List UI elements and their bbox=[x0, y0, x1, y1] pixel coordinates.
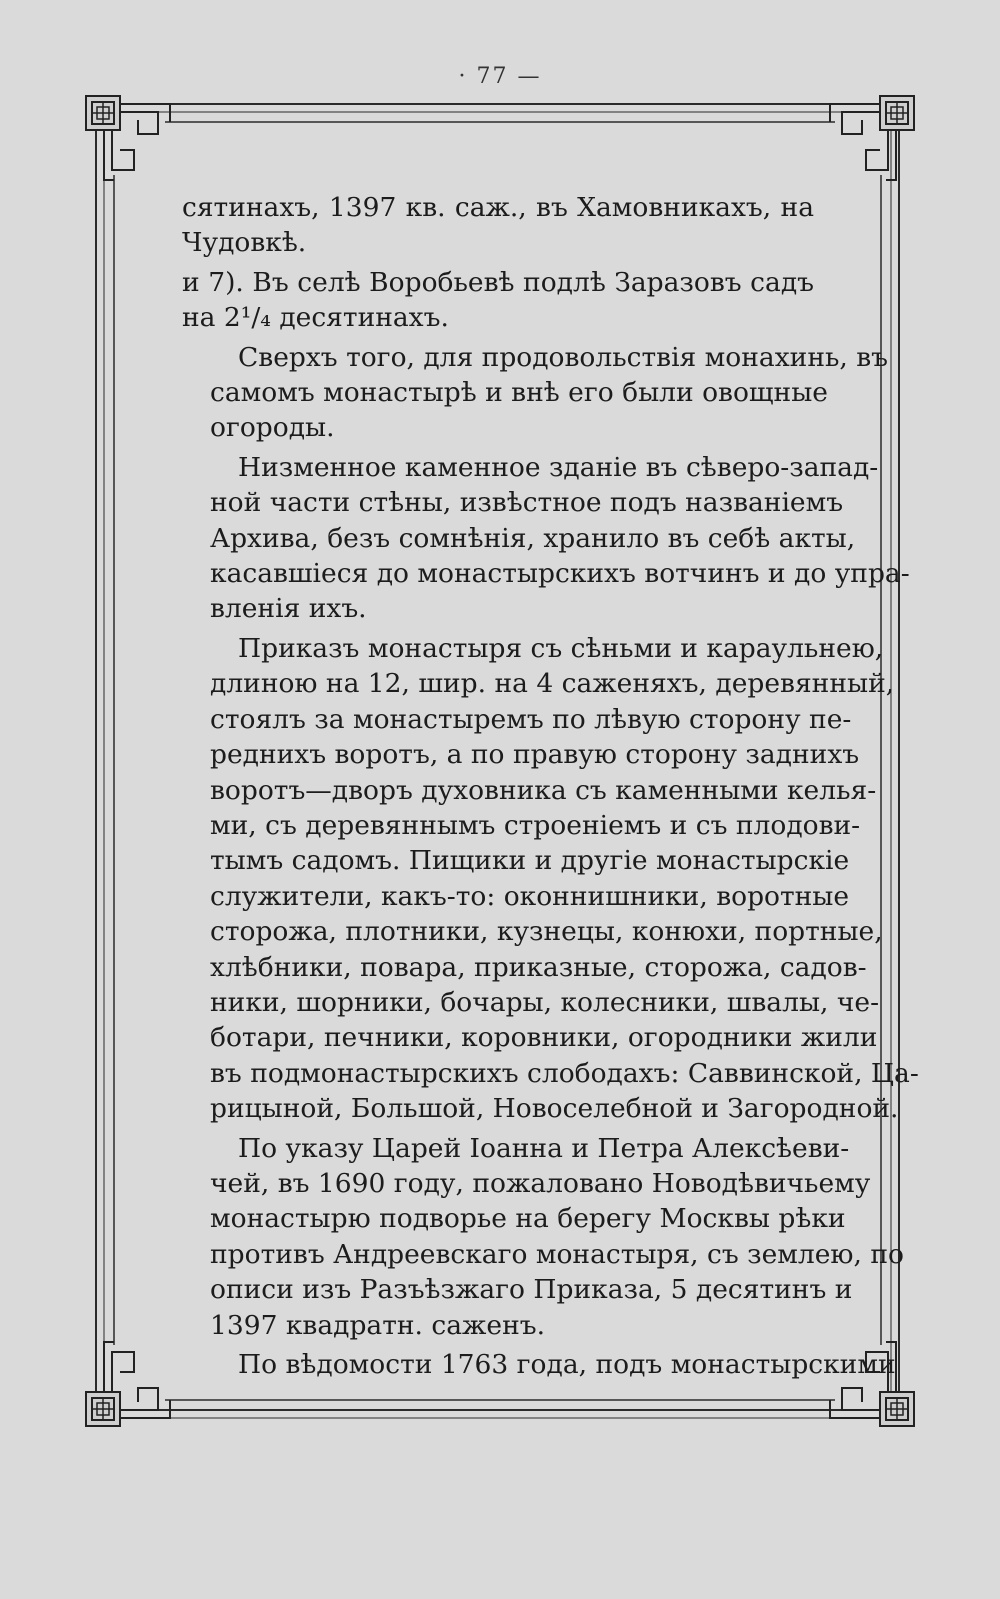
text-line: чей, въ 1690 году, пожаловано Новодѣвичьему bbox=[210, 1167, 871, 1199]
text-line: Низменное каменное зданіе въ сѣверо-запад- bbox=[238, 451, 879, 483]
text-line: ботари, печники, коровники, огородники жили bbox=[210, 1022, 878, 1054]
text-line: воротъ—дворъ духовника съ каменными келья- bbox=[210, 774, 877, 806]
paragraph bbox=[182, 190, 814, 261]
corner-ornament-bottom-left bbox=[86, 1342, 170, 1426]
text-line: въ подмонастырскихъ слободахъ: Саввинской, Ца- bbox=[210, 1057, 919, 1089]
page-number: · 77 — bbox=[458, 64, 542, 89]
paragraph bbox=[182, 340, 889, 446]
text-line: Архива, безъ сомнѣнія, хранило въ себѣ акты, bbox=[210, 522, 856, 554]
text-line: длиною на 12, шир. на 4 саженяхъ, деревянный, bbox=[210, 668, 895, 700]
text-line: 1397 квадратн. саженъ. bbox=[210, 1309, 546, 1341]
text-line: реднихъ воротъ, а по правую сторону заднихъ bbox=[210, 739, 860, 771]
text-line: ной части стѣны, извѣстное подъ названіемъ bbox=[210, 487, 844, 519]
text-line: рицыной, Большой, Новоселебной и Загородной. bbox=[210, 1093, 899, 1125]
text-line: По указу Царей Іоанна и Петра Алексѣеви- bbox=[238, 1132, 850, 1164]
text-line: ми, съ деревяннымъ строеніемъ и съ плодови- bbox=[210, 809, 861, 841]
paragraph bbox=[182, 265, 814, 336]
text-line: хлѣбники, повара, приказные, сторожа, садов- bbox=[210, 951, 867, 983]
text-line: Приказъ монастыря съ сѣньми и караульнею, bbox=[238, 632, 884, 664]
text-line: служители, какъ-то: оконнишники, воротные bbox=[210, 880, 850, 912]
text-line: на 2¹/₄ десятинахъ. bbox=[182, 302, 449, 334]
paragraph bbox=[182, 450, 910, 627]
text-line: тымъ садомъ. Пищики и другіе монастырскіе bbox=[210, 845, 850, 877]
text-line: монастырю подворье на берегу Москвы рѣки bbox=[210, 1203, 846, 1235]
text-line: касавшіеся до монастырскихъ вотчинъ и до упра- bbox=[210, 558, 910, 590]
text-line: и 7). Въ селѣ Воробьевѣ подлѣ Заразовъ садъ bbox=[182, 266, 814, 298]
text-line: Чудовкѣ. bbox=[182, 227, 307, 259]
body-text bbox=[182, 190, 919, 1386]
text-line: вленія ихъ. bbox=[210, 593, 367, 625]
text-line: сторожа, плотники, кузнецы, конюхи, портные, bbox=[210, 916, 883, 948]
text-line: самомъ монастырѣ и внѣ его были овощные bbox=[210, 377, 828, 409]
text-line: описи изъ Разъѣзжаго Приказа, 5 десятинъ и bbox=[210, 1274, 853, 1306]
corner-ornament-top-right bbox=[830, 96, 914, 180]
paragraph bbox=[182, 631, 919, 1127]
text-line: сятинахъ, 1397 кв. саж., въ Хамовникахъ, на bbox=[182, 192, 814, 223]
text-line: Сверхъ того, для продовольствія монахинь, въ bbox=[238, 341, 889, 373]
text-line: огороды. bbox=[210, 412, 335, 444]
corner-ornament-top-left bbox=[86, 96, 170, 180]
paragraph bbox=[182, 1131, 904, 1343]
text-line: противъ Андреевскаго монастыря, съ землею, по bbox=[210, 1238, 904, 1270]
text-line: ники, шорники, бочары, колесники, швалы, че- bbox=[210, 986, 880, 1018]
text-line: стоялъ за монастыремъ по лѣвую сторону пе- bbox=[210, 703, 852, 735]
paragraph bbox=[182, 1347, 896, 1382]
text-line: По вѣдомости 1763 года, подъ монастырскими bbox=[238, 1349, 896, 1380]
